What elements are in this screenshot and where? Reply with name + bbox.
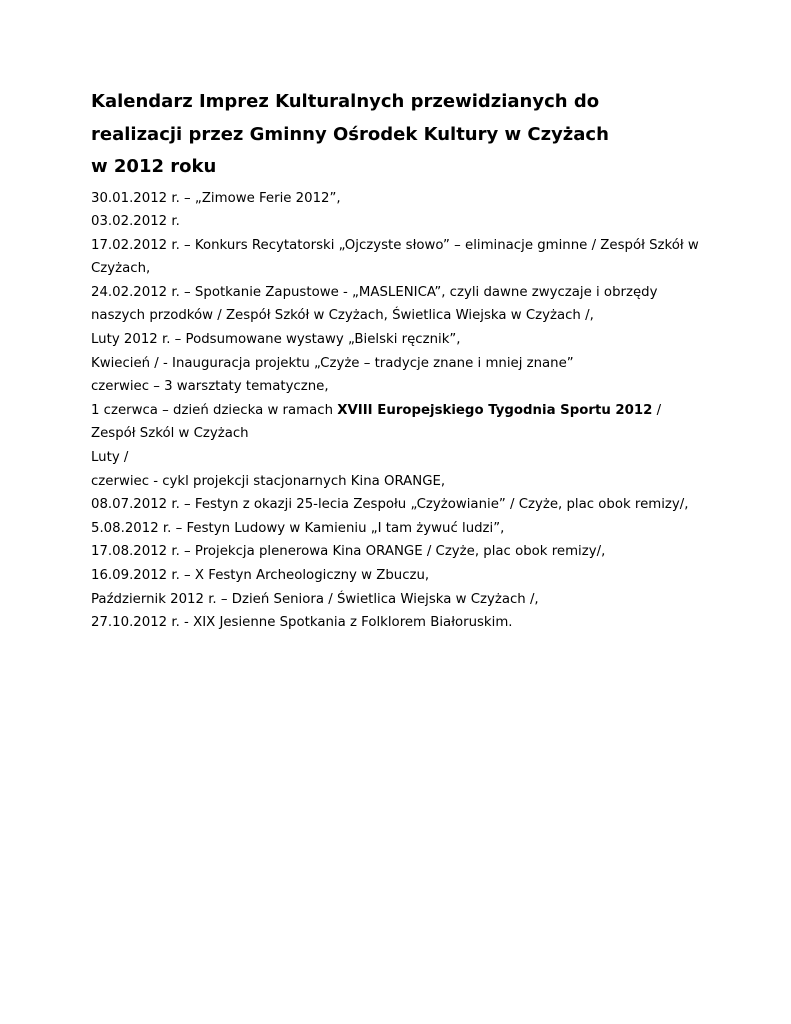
event-line: Luty /	[91, 450, 129, 466]
event-line: Październik 2012 r. – Dzień Seniora / Świetlica Wiejska w Czyżach /,	[91, 591, 539, 607]
event-list	[91, 187, 731, 635]
event-line: naszych przodków / Zespół Szkół w Czyżach, Świetlica Wiejska w Czyżach /,	[91, 308, 594, 324]
event-text: /	[652, 402, 662, 418]
event-line: 5.08.2012 r. – Festyn Ludowy w Kamieniu „I tam żywuć ludzi”,	[91, 520, 505, 536]
event-line: 30.01.2012 r. – „Zimowe Ferie 2012”,	[91, 190, 341, 206]
event-line: Luty 2012 r. – Podsumowane wystawy „Bielski ręcznik”,	[91, 332, 461, 348]
event-highlight: XVIII Europejskiego Tygodnia Sportu 2012	[337, 402, 653, 418]
event-line: 03.02.2012 r.	[91, 214, 180, 230]
event-line: 17.02.2012 r. – Konkurs Recytatorski „Ojczyste słowo” – eliminacje gminne / Zespół Szkół w	[91, 237, 699, 253]
event-line: 24.02.2012 r. – Spotkanie Zapustowe - „MASLENICA”, czyli dawne zwyczaje i obrzędy	[91, 284, 658, 300]
event-line: 08.07.2012 r. – Festyn z okazji 25-lecia Zespołu „Czyżowianie” / Czyże, plac obok remizy/,	[91, 497, 689, 513]
event-line: czerwiec - cykl projekcji stacjonarnych Kina ORANGE,	[91, 473, 446, 489]
document-title	[91, 86, 731, 184]
document-page	[91, 86, 731, 635]
event-text: 1 czerwca – dzień dziecka w ramach	[91, 402, 338, 418]
event-line: 27.10.2012 r. - XIX Jesienne Spotkania z Folklorem Białoruskim.	[91, 615, 513, 631]
title-line: Kalendarz Imprez Kulturalnych przewidzianych do	[91, 91, 600, 112]
event-line: Czyżach,	[91, 261, 151, 277]
event-line-mixed	[91, 399, 731, 423]
event-line: czerwiec – 3 warsztaty tematyczne,	[91, 379, 329, 395]
title-line: w 2012 roku	[91, 156, 217, 177]
event-line: Kwiecień / - Inauguracja projektu „Czyże – tradycje znane i mniej znane”	[91, 355, 574, 371]
event-line: 16.09.2012 r. – X Festyn Archeologiczny w Zbuczu,	[91, 568, 430, 583]
event-line: 17.08.2012 r. – Projekcja plenerowa Kina ORANGE / Czyże, plac obok remizy/,	[91, 544, 606, 560]
title-line: realizacji przez Gminny Ośrodek Kultury w Czyżach	[91, 123, 609, 145]
event-line: Zespół Szkól w Czyżach	[91, 426, 249, 442]
